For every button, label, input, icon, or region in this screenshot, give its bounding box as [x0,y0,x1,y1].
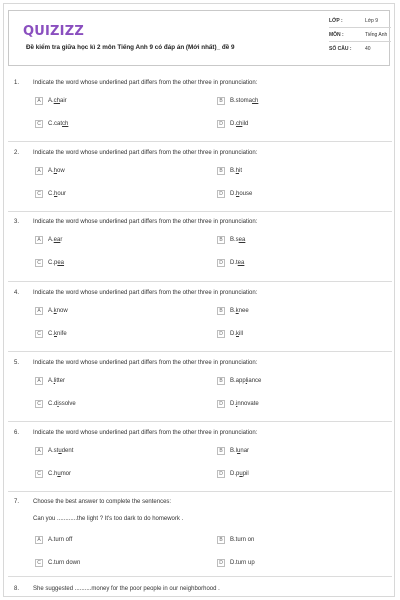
answer-option-d[interactable] [217,118,248,129]
option-letter-box: B [217,307,225,315]
option-text: ssolve [58,400,76,407]
option-underlined-part: u [58,447,62,454]
option-text: turn up [236,559,255,566]
option-prefix: D. [230,259,236,266]
meta-grade [329,18,378,24]
option-underlined-part: ch [53,97,61,104]
question-text: Indicate the word whose underlined part differs from the other three in pronunciation: [33,360,258,366]
option-text: iance [247,377,262,384]
option-letter-box: A [35,167,43,175]
question-divider [8,211,392,212]
option-letter-box: D [217,330,225,338]
option-text: nnovate [237,400,259,407]
option-text: now [56,307,68,314]
answer-option-c[interactable] [35,328,67,339]
option-text: nar [240,447,250,454]
option-letter-box: A [35,307,43,315]
option-prefix: A. [48,167,54,174]
answer-option-d[interactable] [217,328,243,339]
option-prefix: D. [230,120,236,127]
option-text: l [235,447,238,454]
answer-option-a[interactable] [35,165,65,176]
question-number: 2. [14,150,20,156]
option-underlined-part: ea [53,236,61,243]
option-underlined-part: u [237,447,241,454]
question-number: 8. [14,586,20,592]
option-letter-box: D [217,120,225,128]
option-prefix: A. [48,536,54,543]
option-underlined-part: i [57,400,59,407]
option-letter-box: C [35,190,43,198]
option-underlined-part: ch [236,120,243,127]
worksheet-title: Đề kiểm tra giữa học kì 2 môn Tiếng Anh 9 có đáp án (Mới nhất)_ đề 9 [26,44,235,51]
option-letter-box: D [217,259,225,267]
option-text: ouse [239,190,253,197]
meta-subject-value: Tiếng Anh [365,32,388,38]
answer-option-b[interactable] [217,305,249,316]
meta-grade-key: LỚP : [329,18,343,24]
option-text: cat [54,120,63,127]
option-letter-box: C [35,470,43,478]
question-text: Indicate the word whose underlined part differs from the other three in pronunciation: [33,430,258,436]
question-divider [8,576,392,577]
option-prefix: C. [48,559,54,566]
option-letter-box: A [35,536,43,544]
option-text: ill [239,330,243,337]
meta-grade-value: Lớp 9 [365,18,379,24]
option-letter-box: D [217,400,225,408]
option-letter-box: D [217,470,225,478]
answer-option-d[interactable] [217,188,252,199]
answer-option-b[interactable] [217,445,249,456]
meta-divider [329,41,391,42]
option-letter-box: A [35,447,43,455]
answer-option-c[interactable] [35,557,80,568]
question-divider [8,281,392,282]
option-underlined-part: k [236,330,239,337]
option-letter-box: A [35,97,43,105]
meta-divider [329,27,391,28]
option-letter-box: A [35,377,43,385]
option-underlined-part: h [54,190,58,197]
question-text: Choose the best answer to complete the sentences: [33,499,172,505]
option-prefix: C. [48,470,54,477]
question-divider [8,421,392,422]
option-text: mor [60,470,72,477]
question-number: 7. [14,499,20,505]
option-underlined-part: h [235,167,240,174]
option-prefix: B. [230,307,236,314]
option-prefix: A. [48,447,54,454]
option-text: air [60,97,67,104]
option-prefix: C. [48,259,54,266]
option-letter-box: C [35,120,43,128]
option-underlined-part: ch [252,97,259,104]
option-underlined-part: h [53,167,58,174]
option-letter-box: D [217,190,225,198]
question-text: Indicate the word whose underlined part differs from the other three in pronunciation: [33,80,258,86]
option-prefix: C. [48,120,54,127]
answer-option-c[interactable] [35,257,64,268]
option-prefix: C. [48,330,54,337]
option-underlined-part: ea [237,259,245,266]
option-prefix: B. [230,536,236,543]
question-prompt: Can you ............the light ? It's too dark to do homework . [33,516,184,522]
option-underlined-part: ch [62,120,69,127]
option-text: it [239,167,243,174]
answer-option-a[interactable] [35,234,62,245]
option-prefix: C. [48,400,54,407]
answer-option-c[interactable] [35,468,71,479]
option-letter-box: C [35,559,43,567]
question-divider [8,491,392,492]
option-text: nee [238,307,249,314]
answer-option-a[interactable] [35,445,73,456]
answer-option-a[interactable] [35,534,72,545]
option-text: ow [57,167,65,174]
option-letter-box: B [217,167,225,175]
option-prefix: B. [230,447,236,454]
option-text: dent [61,447,74,454]
option-text: turn on [235,536,255,543]
option-letter-box: D [217,559,225,567]
option-prefix: A. [48,236,54,243]
answer-option-a[interactable] [35,95,67,106]
option-text: d [54,400,58,407]
option-prefix: A. [48,377,54,384]
option-prefix: A. [48,307,54,314]
answer-option-d[interactable] [217,257,244,268]
option-text: turn off [53,536,73,543]
option-text: h [54,470,58,477]
option-text: app [235,377,246,384]
option-prefix: D. [230,190,236,197]
answer-option-c[interactable] [35,118,68,129]
question-number: 5. [14,360,20,366]
option-underlined-part: k [235,307,239,314]
answer-option-b[interactable] [217,534,254,545]
question-text: Indicate the word whose underlined part differs from the other three in pronunciation: [33,290,258,296]
meta-count-value: 40 [365,46,371,52]
answer-option-d[interactable] [217,557,255,568]
question-number: 4. [14,290,20,296]
option-prefix: C. [48,190,54,197]
option-underlined-part: k [54,330,57,337]
answer-option-c[interactable] [35,188,66,199]
option-text: ild [242,120,249,127]
answer-option-c[interactable] [35,398,76,409]
option-prefix: D. [230,330,236,337]
option-letter-box: B [217,97,225,105]
option-underlined-part: u [239,470,243,477]
option-prefix: D. [230,559,236,566]
option-letter-box: C [35,330,43,338]
option-underlined-part: ea [57,259,65,266]
question-number: 6. [14,430,20,436]
answer-option-d[interactable] [217,398,259,409]
option-letter-box: B [217,447,225,455]
quizizz-logo: QUIZIZZ [23,24,84,39]
option-prefix: B. [230,97,236,104]
question-number: 3. [14,219,20,225]
option-prefix: A. [48,97,54,104]
question-divider [8,351,392,352]
option-text: p [236,470,240,477]
answer-option-a[interactable] [35,305,68,316]
option-letter-box: B [217,236,225,244]
option-text: our [57,190,67,197]
option-letter-box: B [217,377,225,385]
answer-option-d[interactable] [217,468,249,479]
meta-count-key: SỐ CÂU : [329,46,352,52]
question-text: She suggested ..........money for the poor people in our neighborhood . [33,586,220,592]
option-letter-box: B [217,536,225,544]
option-letter-box: C [35,259,43,267]
meta-subject-key: MÔN : [329,32,344,38]
option-text: turn down [54,559,81,566]
option-text: itter [55,377,66,384]
meta-subject [329,32,387,38]
option-letter-box: C [35,400,43,408]
answer-option-b[interactable] [217,95,258,106]
option-text: r [60,236,63,243]
question-number: 1. [14,80,20,86]
option-text: nife [57,330,67,337]
option-letter-box: A [35,236,43,244]
answer-option-b[interactable] [217,234,245,245]
option-text: s [235,236,239,243]
page-frame [3,3,395,597]
option-text: t [236,259,238,266]
option-underlined-part: k [53,307,57,314]
option-prefix: B. [230,377,236,384]
option-text: st [53,447,59,454]
option-text: pil [242,470,249,477]
option-underlined-part: u [57,470,61,477]
answer-option-a[interactable] [35,375,65,386]
option-text: stoma [235,97,253,104]
question-text: Indicate the word whose underlined part differs from the other three in pronunciation: [33,219,258,225]
option-underlined-part: i [236,400,238,407]
option-underlined-part: h [236,190,240,197]
option-prefix: B. [230,167,236,174]
meta-count [329,46,371,52]
worksheet-header [8,10,390,66]
question-text: Indicate the word whose underlined part differs from the other three in pronunciation: [33,150,258,156]
option-underlined-part: l [53,377,56,384]
option-prefix: B. [230,236,236,243]
option-text: p [54,259,58,266]
option-prefix: D. [230,400,236,407]
question-divider [8,141,392,142]
option-underlined-part: ea [238,236,246,243]
answer-option-b[interactable] [217,165,242,176]
option-underlined-part: l [245,377,248,384]
option-prefix: D. [230,470,236,477]
answer-option-b[interactable] [217,375,261,386]
